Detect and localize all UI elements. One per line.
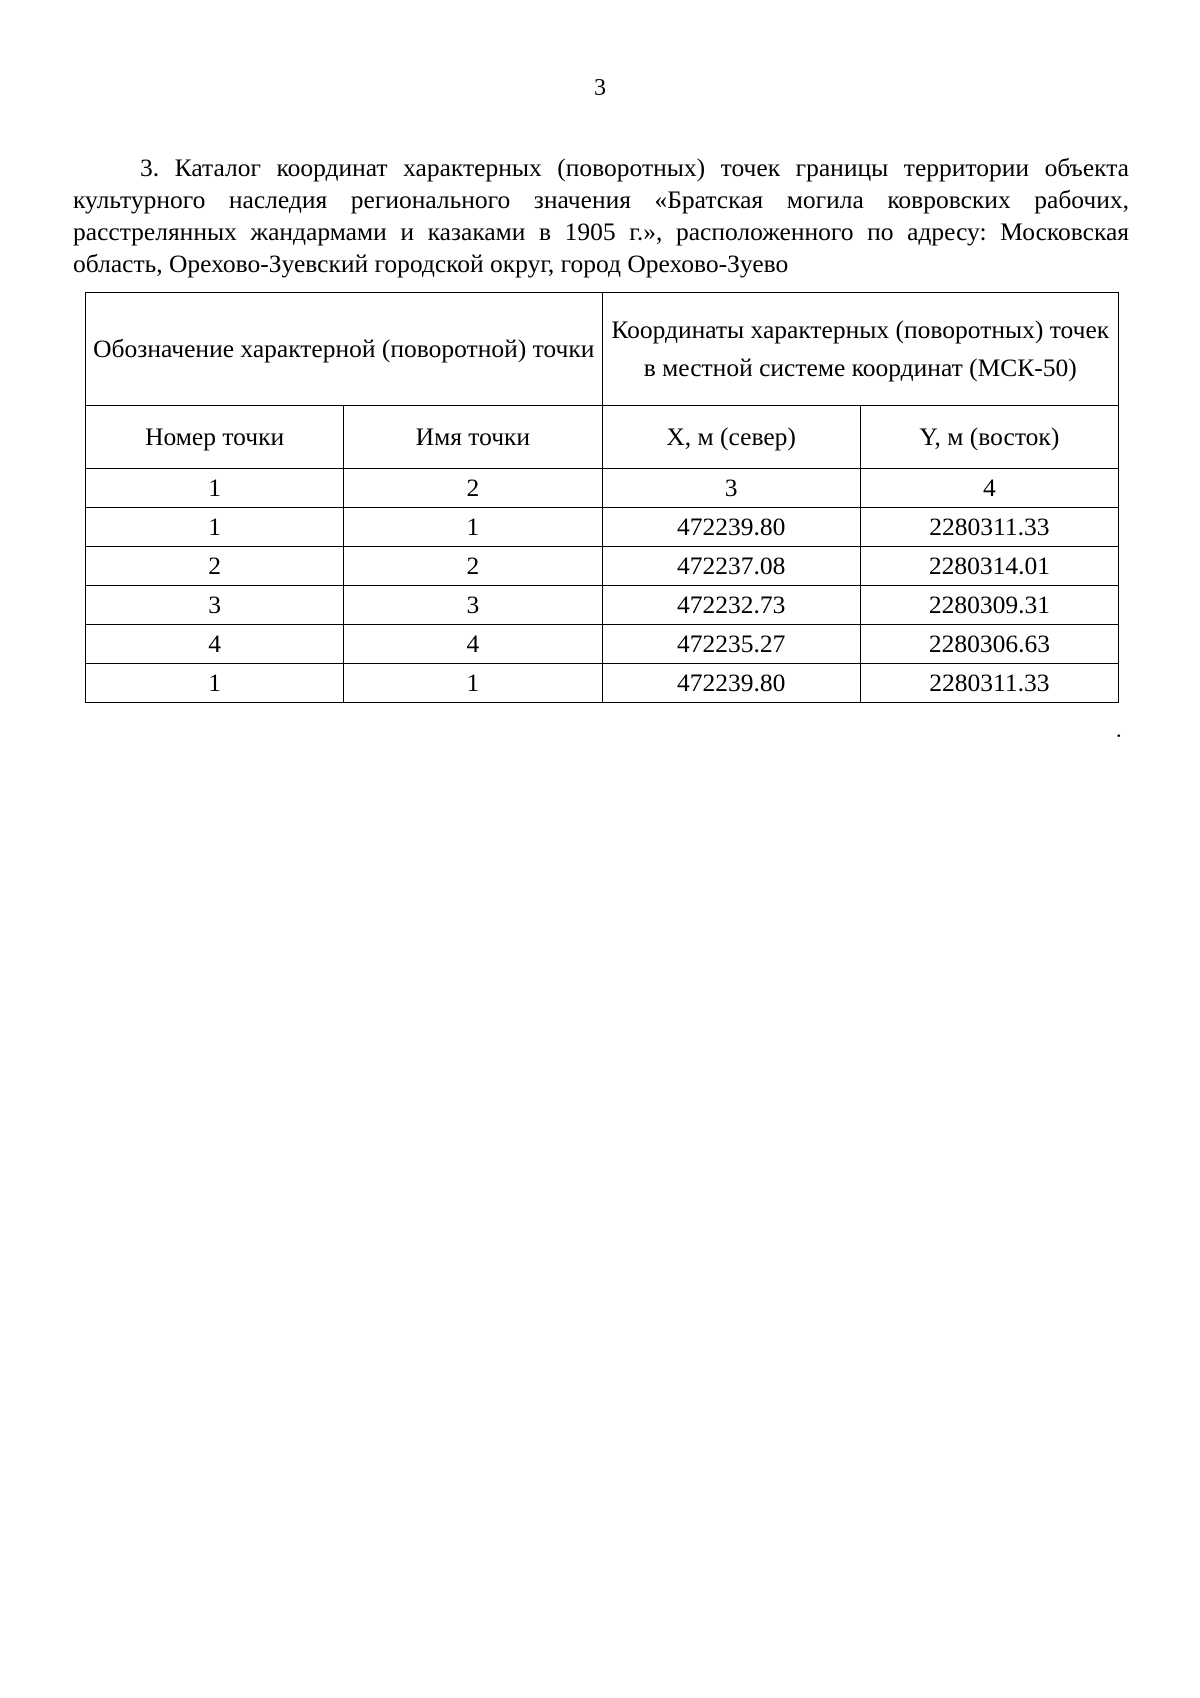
point-name-cell: 3 [344,586,602,625]
x-coordinate-cell: 472237.08 [602,547,860,586]
table-row [86,508,1119,547]
table-row [86,547,1119,586]
point-number-cell: 1 [86,508,344,547]
x-coordinate-cell: 472232.73 [602,586,860,625]
column-header-point-name: Имя точки [344,406,602,469]
coordinates-header: Координаты характерных (поворотных) точек в местной системе координат (МСК-50) [602,293,1119,406]
point-name-cell: 1 [344,508,602,547]
y-coordinate-cell: 2280311.33 [860,664,1118,703]
catalog-intro-paragraph: 3. Каталог координат характерных (поворотных) точек границы территории объекта культурного наследия регионального значения «Братская могила ковровских рабочих, расстрелянных жандармами и казаками в 1905 г.», расположенного по адресу: Московская область, Орехово-Зуевский городской округ, город Орехово-Зуево [73,152,1129,278]
column-number: 2 [344,469,602,508]
table-row [86,586,1119,625]
point-name-cell: 4 [344,625,602,664]
y-coordinate-cell: 2280309.31 [860,586,1118,625]
column-number: 3 [602,469,860,508]
column-number: 1 [86,469,344,508]
end-mark: . [1116,717,1122,742]
x-coordinate-cell: 472235.27 [602,625,860,664]
column-header-y: Y, м (восток) [860,406,1118,469]
point-number-cell: 2 [86,547,344,586]
x-coordinate-cell: 472239.80 [602,664,860,703]
coordinates-table [85,292,1119,703]
y-coordinate-cell: 2280306.63 [860,625,1118,664]
x-coordinate-cell: 472239.80 [602,508,860,547]
table-group-header-row [86,293,1119,406]
column-numbering-row [86,469,1119,508]
point-number-cell: 4 [86,625,344,664]
point-designation-header: Обозначение характерной (поворотной) точки [86,293,603,406]
table-column-header-row [86,406,1119,469]
y-coordinate-cell: 2280314.01 [860,547,1118,586]
point-name-cell: 2 [344,547,602,586]
point-number-cell: 1 [86,664,344,703]
column-header-point-number: Номер точки [86,406,344,469]
column-number: 4 [860,469,1118,508]
point-name-cell: 1 [344,664,602,703]
y-coordinate-cell: 2280311.33 [860,508,1118,547]
table-row [86,664,1119,703]
column-header-x: X, м (север) [602,406,860,469]
table-row [86,625,1119,664]
point-number-cell: 3 [86,586,344,625]
page-number: 3 [594,75,606,101]
